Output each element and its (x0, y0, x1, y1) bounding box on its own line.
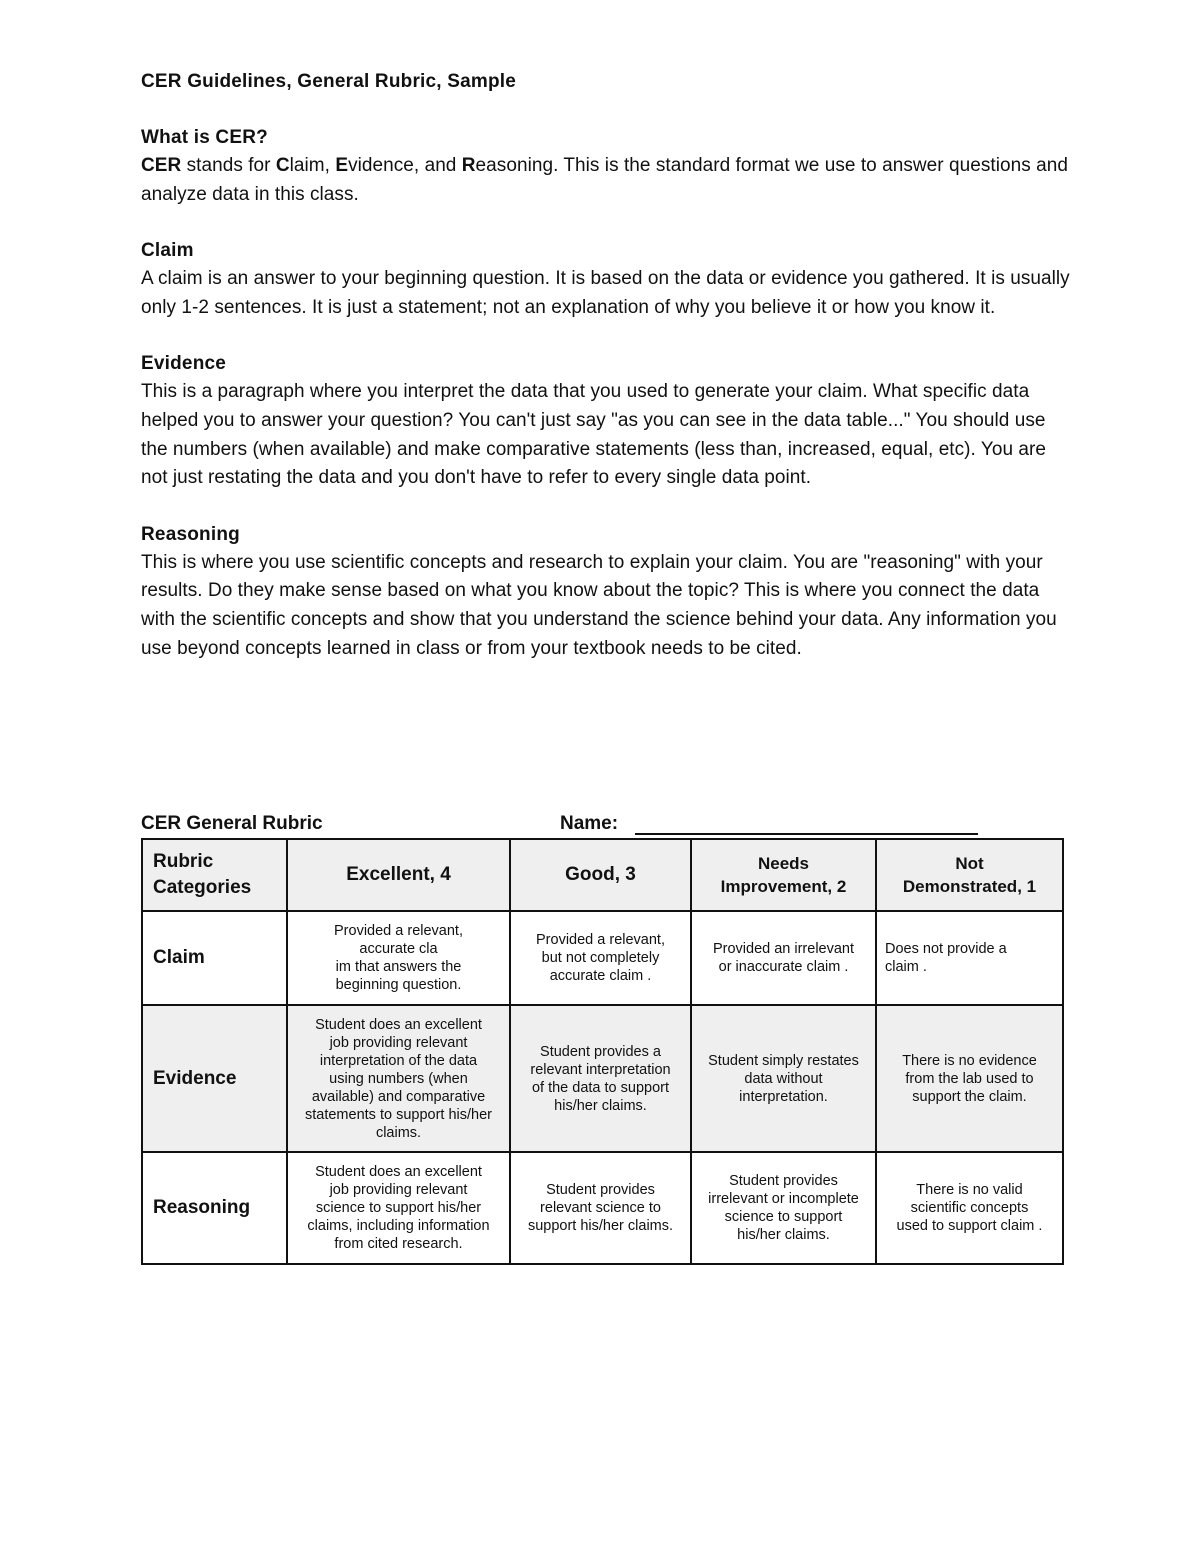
cell-line: support the claim. (912, 1088, 1027, 1105)
cell-line: beginning question. (335, 977, 462, 993)
section-heading-evidence: Evidence (141, 353, 227, 375)
cell-line: job providing relevant (329, 1034, 468, 1051)
cell-line: science to support (724, 1209, 843, 1225)
header-not-demo-line1: Not (955, 854, 984, 873)
rubric-header-row (142, 839, 1063, 911)
section-evidence (141, 350, 1071, 492)
cell-line: claims, including information (307, 1218, 490, 1234)
cell-line: claims. (375, 1124, 422, 1141)
section-body-evidence: This is a paragraph where you interpret the data that you used to generate your claim. What specific data helped you to answer your question? You can't just say "as you can see in the data table..." You should use the numbers (when available) and make comparative statements (less than, increased, equal, etc). You are not just restating the data and you don't have to refer to every single data point. (141, 381, 1047, 489)
rubric-row-evidence (142, 1005, 1063, 1152)
cell-line: from the lab used to (905, 1070, 1034, 1087)
cell-line: scientific concepts (910, 1200, 1029, 1216)
cell-good (510, 1005, 691, 1152)
intro-text-r: easoning. This is the standard format we use to answer questions and analyze data in this class. (141, 155, 1068, 205)
cell-line: Student provides (546, 1182, 655, 1198)
header-good: Good, 3 (510, 839, 691, 911)
cell-line: statements to support his/her (305, 1106, 492, 1123)
rubric-row-claim (142, 911, 1063, 1005)
cell-not-demonstrated (876, 1005, 1063, 1152)
cell-line: im that answers the (335, 959, 462, 975)
cell-line: support his/her claims. (527, 1218, 674, 1234)
cell-line: used to support claim . (896, 1218, 1043, 1234)
cell-line: Student provides a (540, 1043, 661, 1060)
intro-text-a: stands for (181, 155, 276, 176)
rubric-table (141, 838, 1064, 1265)
header-needs-line2: Improvement, 2 (720, 877, 847, 896)
cell-line: interpretation of the data (319, 1052, 478, 1069)
cell-line: There is no evidence (902, 1052, 1037, 1069)
cell-line: relevant science to (540, 1200, 661, 1216)
cell-line: his/her claims. (737, 1227, 830, 1243)
cell-needs-improvement (691, 911, 876, 1005)
section-body-what-is-cer (141, 152, 1071, 209)
header-categories-line2: Categories (153, 877, 252, 898)
cell-line: interpretation. (739, 1088, 828, 1105)
cell-not-demonstrated (876, 911, 1063, 1005)
cell-line: his/her claims. (554, 1097, 647, 1114)
cell-line: Student does an excellent (315, 1016, 482, 1033)
section-reasoning (141, 521, 1071, 663)
intro-text-c: laim, (289, 155, 336, 176)
cell-good (510, 911, 691, 1005)
cer-acronym: CER (141, 155, 182, 176)
section-body-claim: A claim is an answer to your beginning question. It is based on the data or evidence you gathered. It is usually only 1-2 sentences. It is just a statement; not an explanation of why you believe it or how you know it. (141, 268, 1070, 318)
cell-line: Student provides (729, 1173, 838, 1189)
cell-line: Does not provide a (885, 941, 1007, 957)
cell-line: accurate claim . (549, 968, 652, 984)
rubric-title: CER General Rubric (141, 813, 323, 834)
letter-r: R (461, 155, 476, 176)
header-not-demonstrated (876, 839, 1063, 911)
header-needs-line1: Needs (757, 854, 810, 873)
cell-line: Provided an irrelevant (712, 941, 855, 957)
section-heading-claim: Claim (141, 240, 194, 262)
cell-line: accurate cla (359, 941, 438, 957)
document-title: CER Guidelines, General Rubric, Sample (141, 71, 517, 92)
document-body (141, 68, 1071, 663)
cell-line: Provided a relevant, (536, 932, 665, 948)
cell-line: job providing relevant (329, 1182, 468, 1198)
section-heading-reasoning: Reasoning (141, 523, 240, 545)
intro-text-e: vidence, and (348, 155, 462, 176)
cell-excellent (287, 911, 510, 1005)
cell-excellent (287, 1152, 510, 1264)
cell-line: using numbers (when (329, 1070, 468, 1087)
header-needs-improvement (691, 839, 876, 911)
row-category: Claim (142, 911, 287, 1005)
header-excellent: Excellent, 4 (287, 839, 510, 911)
section-body-reasoning: This is where you use scientific concepts and research to explain your claim. You are "reasoning" with your results. Do they make sense based on what you know about the topic? This is where you connect the data with the scientific concepts and show that you understand the science behind your data. Any information you use beyond concepts learned in class or from your textbook needs to be cited. (141, 551, 1057, 659)
cell-good (510, 1152, 691, 1264)
row-category: Reasoning (142, 1152, 287, 1264)
letter-e: E (335, 155, 349, 176)
letter-c: C (275, 155, 290, 176)
cell-line: or inaccurate claim . (718, 959, 849, 975)
cell-line: irrelevant or incomplete (708, 1191, 859, 1207)
cell-line: Provided a relevant, (334, 923, 463, 939)
cell-excellent (287, 1005, 510, 1152)
cell-line: claim . (885, 959, 927, 975)
rubric-row-reasoning (142, 1152, 1063, 1264)
cell-line: science to support his/her (315, 1200, 482, 1216)
cell-not-demonstrated (876, 1152, 1063, 1264)
section-heading-what-is-cer: What is CER? (141, 127, 268, 148)
rubric-header (141, 810, 1061, 838)
cell-line: There is no valid (916, 1182, 1023, 1198)
section-claim (141, 237, 1071, 322)
cell-line: data without (744, 1070, 823, 1087)
cell-needs-improvement (691, 1005, 876, 1152)
cell-line: available) and comparative (311, 1088, 486, 1105)
row-category: Evidence (142, 1005, 287, 1152)
cell-line: Student simply restates (708, 1052, 859, 1069)
cell-line: from cited research. (334, 1236, 463, 1252)
cell-line: but not completely (541, 950, 660, 966)
cell-line: relevant interpretation (530, 1061, 671, 1078)
name-label: Name: (560, 813, 619, 834)
header-categories-line1: Rubric (153, 851, 214, 872)
cell-needs-improvement (691, 1152, 876, 1264)
header-categories (142, 839, 287, 911)
section-what-is-cer (141, 124, 1071, 209)
header-not-demo-line2: Demonstrated, 1 (902, 877, 1037, 896)
cell-line: Student does an excellent (315, 1164, 482, 1180)
cell-line: of the data to support (531, 1079, 670, 1096)
name-blank-line[interactable] (635, 833, 978, 835)
